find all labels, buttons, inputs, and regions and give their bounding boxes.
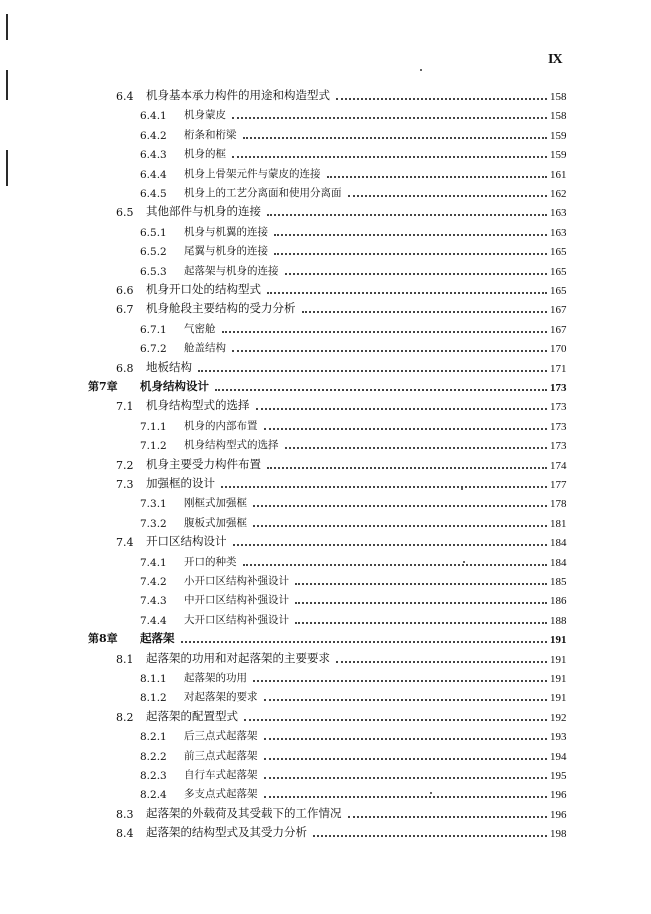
toc-entry-number: 8.1.1 (140, 673, 167, 685)
dot-leader (295, 602, 547, 604)
toc-entry-page: 198 (550, 828, 567, 841)
toc-entry (88, 376, 572, 394)
dot-leader (215, 389, 547, 391)
toc-entry-number: 8.2.1 (140, 731, 167, 744)
toc-entry-number: 6.5.3 (140, 265, 167, 278)
toc-entry-page: 195 (550, 770, 567, 782)
toc-entry-page: 178 (550, 498, 567, 511)
toc-entry-title: 加强框的设计 (146, 476, 215, 490)
toc-entry-title: 前三点式起落架 (184, 749, 258, 762)
toc-entry-number: 7.4.2 (140, 576, 167, 588)
toc-entry-number: 6.8 (116, 361, 134, 375)
toc-entry (140, 434, 572, 452)
toc-entry-number: 8.2.3 (140, 770, 167, 782)
toc-entry-title: 自行车式起落架 (184, 769, 258, 781)
dot-leader (264, 699, 548, 701)
dot-leader (295, 583, 547, 585)
dot-leader (302, 311, 548, 313)
toc-entry (140, 551, 572, 569)
toc-entry-page: 191 (550, 692, 567, 705)
toc-entry (116, 822, 572, 840)
toc-entry (140, 104, 572, 122)
toc-entry-title: 其他部件与机身的连接 (146, 204, 261, 219)
toc-entry (140, 589, 572, 607)
dot-leader (267, 214, 547, 216)
toc-entry (140, 609, 572, 627)
toc-entry-number: 第7章 (88, 380, 118, 393)
toc-entry-page: 165 (550, 246, 567, 259)
toc-entry-number: 8.1.2 (140, 692, 167, 705)
toc-entry (116, 531, 572, 549)
toc-entry-title: 起落架与机身的连接 (184, 264, 279, 277)
toc-entry-number: 7.4.4 (140, 614, 167, 627)
toc-entry-number: 8.3 (116, 807, 134, 821)
dot-leader (198, 370, 547, 372)
toc-entry-title: 机身舱段主要结构的受力分析 (146, 301, 296, 316)
toc-entry-title: 后三点式起落架 (184, 730, 258, 743)
dot-leader (267, 292, 547, 294)
toc-entry-page: 163 (550, 207, 567, 220)
scan-edge-line (6, 70, 8, 100)
toc-entry-page: 162 (550, 188, 567, 200)
dot-leader (221, 486, 547, 488)
dot-leader (348, 195, 548, 197)
toc-entry (116, 473, 572, 491)
dot-leader (233, 544, 548, 546)
toc-entry-number: 7.1.2 (140, 440, 167, 453)
dot-leader (285, 447, 548, 449)
dot-leader (264, 796, 548, 798)
dot-leader (264, 758, 548, 760)
dot-leader (274, 234, 547, 236)
toc-entry-title: 起落架的外载荷及其受载下的工作情况 (146, 805, 342, 820)
toc-entry (116, 395, 572, 413)
toc-entry-title: 气密舱 (184, 322, 216, 335)
toc-entry (140, 725, 572, 743)
toc-entry-title: 机身基本承力构件的用途和构造型式 (146, 88, 330, 102)
toc-entry-number: 第8章 (88, 632, 118, 646)
toc-entry-page: 161 (550, 168, 567, 181)
toc-entry-page: 158 (550, 91, 567, 103)
toc-entry (140, 337, 572, 355)
toc-entry-page: 159 (550, 129, 567, 142)
toc-entry-number: 6.6 (116, 284, 134, 297)
toc-entry-number: 8.1 (116, 652, 134, 666)
toc-entry-number: 6.7.1 (140, 323, 167, 336)
toc-entry-title: 桁条和桁梁 (184, 128, 237, 141)
toc-entry-page: 191 (550, 634, 567, 647)
toc-entry-number: 8.2.4 (140, 789, 167, 802)
toc-entry-number: 6.7.2 (140, 343, 167, 356)
toc-entry-number: 7.1.1 (140, 420, 167, 433)
toc-entry-title: 起落架的结构型式及其受力分析 (146, 825, 307, 840)
toc-entry (140, 492, 572, 510)
toc-entry-number: 6.4 (116, 90, 134, 103)
toc-entry-title: 尾翼与机身的连接 (184, 245, 268, 258)
toc-entry (140, 221, 572, 239)
toc-entry (116, 648, 572, 666)
toc-entry-page: 185 (550, 576, 567, 588)
toc-entry (88, 628, 572, 646)
toc-entry-title: 多支点式起落架 (184, 788, 258, 801)
dot-leader (348, 816, 548, 818)
toc-entry-page: 193 (550, 731, 567, 744)
dot-leader (336, 98, 547, 100)
toc-entry-number: 7.1 (116, 400, 134, 414)
toc-entry-page: 165 (550, 285, 567, 297)
toc-entry-number: 6.5.1 (140, 226, 167, 239)
scan-edge-line (6, 14, 8, 40)
toc-entry-page: 174 (550, 459, 567, 472)
toc-entry (116, 357, 572, 375)
toc-entry-title: 大开口区结构补强设计 (184, 613, 289, 626)
toc-entry (116, 201, 572, 219)
toc-entry-title: 刚框式加强框 (184, 497, 247, 510)
toc-entry-number: 7.4.3 (140, 595, 167, 608)
toc-entry-number: 8.2 (116, 710, 134, 724)
toc-entry-page: 170 (550, 343, 567, 356)
dot-leader (327, 176, 548, 178)
toc-entry-title: 舱盖结构 (184, 342, 226, 355)
toc-entry-title: 机身开口处的结构型式 (146, 282, 261, 296)
dot-leader (264, 428, 548, 430)
toc-entry-number: 8.2.2 (140, 750, 167, 763)
toc-entry-title: 机身上骨架元件与蒙皮的连接 (184, 167, 321, 180)
toc-entry-title: 机身结构设计 (140, 379, 209, 393)
toc-entry-page: 192 (550, 711, 567, 724)
toc-entry-page: 188 (550, 614, 567, 627)
dot-leader (232, 117, 547, 119)
toc-entry (140, 318, 572, 336)
toc-entry (140, 667, 572, 685)
toc-entry (116, 279, 572, 297)
toc-entry-title: 起落架 (140, 631, 175, 646)
toc-entry-page: 191 (550, 653, 567, 666)
toc-entry-title: 开口的种类 (184, 555, 237, 568)
toc-entry (116, 706, 572, 724)
toc-entry (140, 783, 572, 801)
dot-leader (274, 253, 547, 255)
toc-entry-title: 机身结构型式的选择 (146, 398, 250, 413)
dot-leader (295, 622, 547, 624)
toc-entry (140, 686, 572, 704)
toc-entry-number: 6.5 (116, 206, 134, 220)
dot-leader (256, 408, 548, 410)
toc-entry-number: 7.3.2 (140, 517, 167, 530)
toc-entry-title: 机身结构型式的选择 (184, 439, 279, 452)
dot-leader (243, 137, 548, 139)
toc-entry (140, 163, 572, 181)
toc-entry-page: 181 (550, 517, 567, 530)
toc-entry-title: 起落架的功用 (184, 672, 247, 684)
toc-entry-title: 腹板式加强框 (184, 516, 247, 529)
toc-entry-title: 中开口区结构补强设计 (184, 594, 289, 607)
toc-entry (140, 512, 572, 530)
toc-entry-page: 173 (550, 382, 567, 394)
toc-entry-page: 171 (550, 362, 567, 375)
toc-entry-page: 167 (550, 323, 567, 336)
toc-entry-number: 7.3 (116, 478, 134, 491)
dot-leader (313, 835, 547, 837)
dot-leader (181, 641, 548, 643)
toc-entry-title: 地板结构 (146, 359, 192, 374)
toc-entry-title: 起落架的功用和对起落架的主要要求 (146, 650, 330, 665)
scan-speck (420, 69, 422, 71)
toc-entry-title: 机身与机翼的连接 (184, 225, 268, 238)
dot-leader (264, 777, 548, 779)
toc-entry-page: 186 (550, 595, 567, 608)
toc-entry-number: 6.7 (116, 303, 134, 317)
toc-entry-page: 158 (550, 110, 567, 123)
toc-entry-number: 7.3.1 (140, 498, 167, 511)
dot-leader (336, 661, 547, 663)
toc-entry-page: 173 (550, 440, 567, 453)
dot-leader (253, 525, 547, 527)
toc-entry (116, 803, 572, 821)
toc-entry (140, 260, 572, 278)
toc-entry-number: 7.4 (116, 536, 134, 550)
dot-leader (253, 680, 547, 682)
toc-entry-title: 开口区结构设计 (146, 534, 227, 549)
toc-entry-number: 7.4.1 (140, 556, 167, 569)
toc-entry-page: 196 (550, 789, 567, 802)
toc-entry-page: 159 (550, 149, 567, 162)
toc-entry (116, 454, 572, 472)
toc-entry-page: 173 (550, 420, 567, 433)
toc-entry-page: 191 (550, 673, 567, 685)
toc-entry-number: 6.4.5 (140, 188, 167, 200)
toc-entry-page: 173 (550, 401, 567, 414)
toc-entry (140, 124, 572, 142)
dot-leader (285, 273, 548, 275)
toc-entry-page: 194 (550, 750, 567, 763)
dot-leader (243, 564, 548, 566)
toc-entry-page: 184 (550, 537, 567, 550)
toc-entry-title: 机身蒙皮 (184, 109, 226, 122)
toc-entry-title: 机身的框 (184, 148, 226, 161)
toc-entry (116, 85, 572, 103)
toc-entry (140, 415, 572, 433)
toc-entry-page: 184 (550, 556, 567, 569)
toc-entry-number: 6.4.2 (140, 129, 167, 142)
toc-entry (140, 182, 572, 200)
toc-entry-title: 机身的内部布置 (184, 419, 258, 432)
dot-leader (232, 350, 547, 352)
toc-entry (140, 143, 572, 161)
toc-entry-number: 7.2 (116, 458, 134, 472)
toc-entry-page: 196 (550, 808, 567, 821)
toc-entry (140, 570, 572, 588)
page-number: IX (548, 52, 562, 67)
toc-entry-title: 机身上的工艺分离面和使用分离面 (184, 187, 342, 199)
toc-entry-title: 对起落架的要求 (184, 691, 258, 704)
toc-entry (116, 298, 572, 316)
toc-entry (140, 745, 572, 763)
toc-entry (140, 240, 572, 258)
dot-leader (244, 719, 547, 721)
toc-entry-number: 6.4.1 (140, 110, 167, 123)
toc-entry-page: 163 (550, 226, 567, 239)
dot-leader (222, 331, 548, 333)
dot-leader (267, 467, 547, 469)
toc-entry-title: 起落架的配置型式 (146, 708, 238, 723)
toc-entry-title: 机身主要受力构件布置 (146, 456, 261, 471)
toc-entry (140, 764, 572, 782)
dot-leader (232, 156, 547, 158)
toc-entry-number: 6.4.4 (140, 168, 167, 181)
toc-entry-title: 小开口区结构补强设计 (184, 575, 289, 587)
toc-entry-page: 177 (550, 479, 567, 491)
dot-leader (264, 738, 548, 740)
toc-entry-page: 165 (550, 265, 567, 278)
toc-entry-page: 167 (550, 304, 567, 317)
toc-entry-number: 8.4 (116, 827, 134, 841)
toc-entry-number: 6.4.3 (140, 149, 167, 162)
toc-entry-number: 6.5.2 (140, 246, 167, 259)
scan-edge-line (6, 150, 8, 186)
dot-leader (253, 505, 547, 507)
